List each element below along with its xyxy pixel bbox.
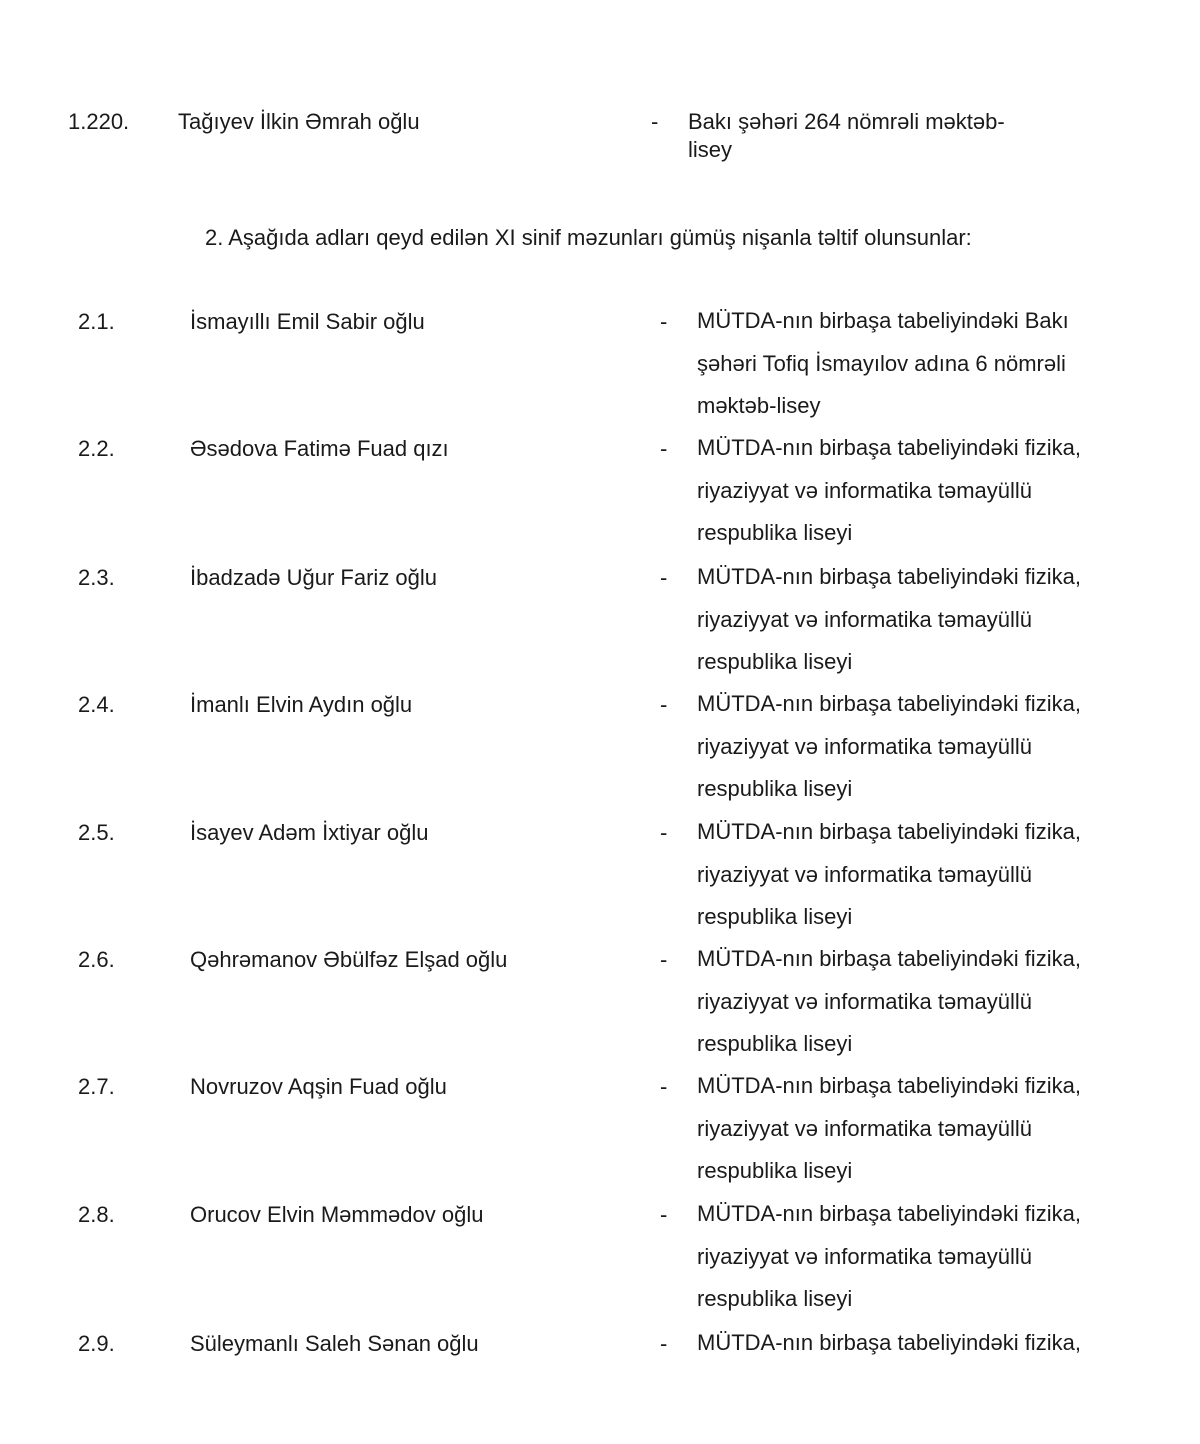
entry-school <box>697 1193 1147 1321</box>
entry-name: Orucov Elvin Məmmədov oğlu <box>190 1202 484 1227</box>
entry-number: 2.7. <box>78 1074 115 1099</box>
entry-school <box>697 1322 1147 1365</box>
school-line: lisey <box>688 137 733 162</box>
school-line: Bakı şəhəri 264 nömrəli məktəb- <box>688 109 1005 134</box>
school-line: riyaziyyat və informatika təmayüllü <box>697 477 1033 503</box>
entry-school <box>697 300 1147 428</box>
school-line: MÜTDA-nın birbaşa tabeliyindəki fizika, <box>697 946 1081 971</box>
entry-school <box>688 108 1068 164</box>
entry-number: 2.1. <box>78 309 115 334</box>
entry-number: 2.5. <box>78 820 115 845</box>
school-line: MÜTDA-nın birbaşa tabeliyindəki fizika, <box>697 1201 1081 1226</box>
entry-school <box>697 811 1147 939</box>
entry-dash: - <box>660 1074 668 1099</box>
entry-name: İbadzadə Uğur Fariz oğlu <box>190 565 438 590</box>
entry-dash: - <box>660 820 668 845</box>
school-line: riyaziyyat və informatika təmayüllü <box>697 1243 1033 1269</box>
entry-name: Tağıyev İlkin Əmrah oğlu <box>178 109 420 134</box>
entry-number: 2.9. <box>78 1331 115 1356</box>
entry-number: 2.3. <box>78 565 115 590</box>
entry-dash: - <box>660 436 668 461</box>
school-line: MÜTDA-nın birbaşa tabeliyindəki fizika, <box>697 691 1081 716</box>
entry-school <box>697 938 1147 1066</box>
school-line: MÜTDA-nın birbaşa tabeliyindəki fizika, <box>697 1073 1081 1098</box>
school-line: respublika liseyi <box>697 904 853 929</box>
school-line: riyaziyyat və informatika təmayüllü <box>697 1115 1033 1141</box>
school-line: riyaziyyat və informatika təmayüllü <box>697 606 1033 632</box>
school-line: riyaziyyat və informatika təmayüllü <box>697 733 1033 759</box>
entry-name: Novruzov Aqşin Fuad oğlu <box>190 1074 447 1099</box>
entry-dash: - <box>651 109 659 134</box>
entry-name: İsmayıllı Emil Sabir oğlu <box>190 309 425 334</box>
school-line: respublika liseyi <box>697 1286 853 1311</box>
school-line: MÜTDA-nın birbaşa tabeliyindəki fizika, <box>697 564 1081 589</box>
school-line: şəhəri Tofiq İsmayılov adına 6 nömrəli <box>697 350 1066 376</box>
entry-number: 2.6. <box>78 947 115 972</box>
school-line: respublika liseyi <box>697 649 853 674</box>
school-line: MÜTDA-nın birbaşa tabeliyindəki fizika, <box>697 1330 1081 1355</box>
school-line: riyaziyyat və informatika təmayüllü <box>697 861 1033 887</box>
entry-name: Qəhrəmanov Əbülfəz Elşad oğlu <box>190 947 508 972</box>
entry-dash: - <box>660 565 668 590</box>
entry-dash: - <box>660 309 668 334</box>
entry-school <box>697 1065 1147 1193</box>
entry-school <box>697 683 1147 811</box>
entry-number: 2.8. <box>78 1202 115 1227</box>
entry-name: İmanlı Elvin Aydın oğlu <box>190 692 413 717</box>
entry-dash: - <box>660 692 668 717</box>
school-line: respublika liseyi <box>697 1158 853 1183</box>
section-heading: 2. Aşağıda adları qeyd edilən XI sinif məzunları gümüş nişanla təltif olunsunlar: <box>205 225 972 250</box>
school-line: MÜTDA-nın birbaşa tabeliyindəki fizika, <box>697 435 1081 460</box>
entry-dash: - <box>660 1331 668 1356</box>
school-line: riyaziyyat və informatika təmayüllü <box>697 988 1033 1014</box>
entry-number: 2.2. <box>78 436 115 461</box>
school-line: məktəb-lisey <box>697 393 821 418</box>
entry-name: İsayev Adəm İxtiyar oğlu <box>190 820 429 845</box>
entry-school <box>697 427 1147 555</box>
school-line: MÜTDA-nın birbaşa tabeliyindəki Bakı <box>697 308 1069 333</box>
entry-name: Süleymanlı Saleh Sənan oğlu <box>190 1331 479 1356</box>
entry-school <box>697 556 1147 684</box>
school-line: MÜTDA-nın birbaşa tabeliyindəki fizika, <box>697 819 1081 844</box>
entry-dash: - <box>660 1202 668 1227</box>
entry-name: Əsədova Fatimə Fuad qızı <box>190 436 449 461</box>
school-line: respublika liseyi <box>697 1031 853 1056</box>
entry-dash: - <box>660 947 668 972</box>
school-line: respublika liseyi <box>697 520 853 545</box>
entry-number: 1.220. <box>68 109 130 134</box>
school-line: respublika liseyi <box>697 776 853 801</box>
entry-number: 2.4. <box>78 692 115 717</box>
